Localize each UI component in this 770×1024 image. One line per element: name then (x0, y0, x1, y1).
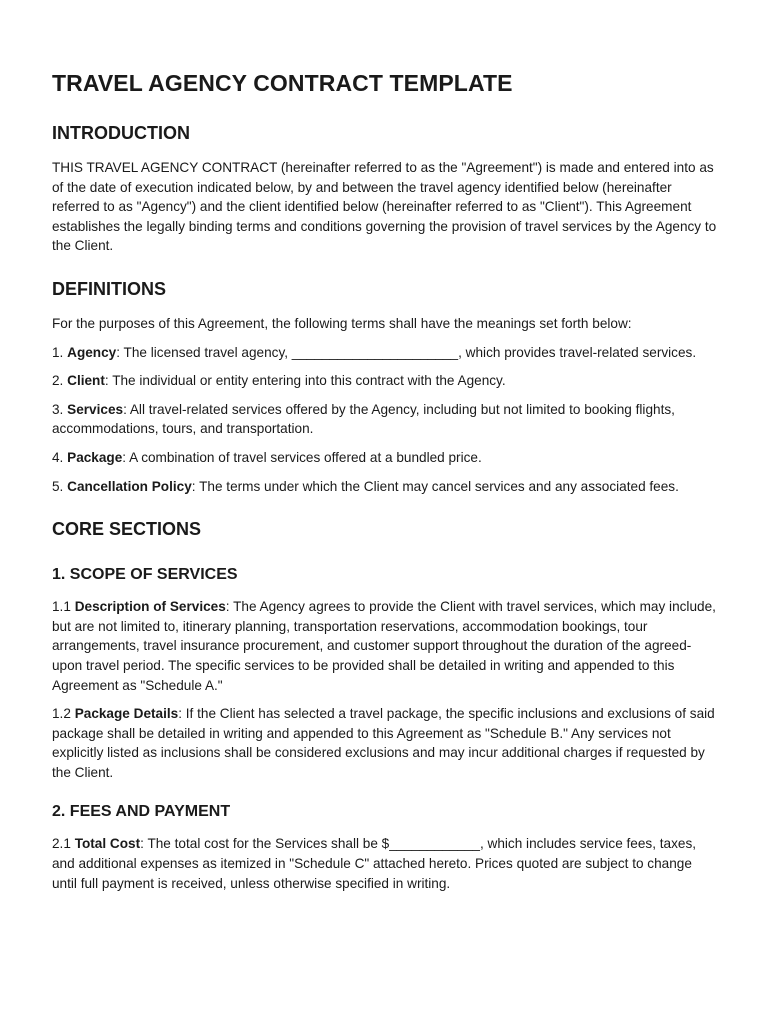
introduction-heading: INTRODUCTION (52, 123, 190, 143)
definition-item: 4. Package: A combination of travel services offered at a bundled price. (52, 449, 482, 465)
scope-of-services-heading: 1. SCOPE OF SERVICES (52, 566, 238, 584)
document-title: TRAVEL AGENCY CONTRACT TEMPLATE (52, 70, 513, 96)
definition-item: 1. Agency: The licensed travel agency, ______________________, which provides travel-related services. (52, 344, 697, 360)
definition-item: 3. Services: All travel-related services offered by the Agency, including but not limited to booking flights, accommodations, tours, and transportation. (52, 401, 675, 437)
clause-item: 1.2 Package Details: If the Client has selected a travel package, the specific inclusions and exclusions of said package shall be detailed in writing and appended to this Agreement as "Schedule B." Any services not explicitly listed as inclusions shall be considered exclusions and may incur additional charges if requested by the Client. (52, 706, 715, 780)
core-sections-heading: CORE SECTIONS (52, 519, 202, 540)
definitions-intro: For the purposes of this Agreement, the following terms shall have the meanings set forth below: (52, 315, 632, 331)
introduction-paragraph: THIS TRAVEL AGENCY CONTRACT (hereinafter referred to as the "Agreement") is made and entered into as of the date of execution indicated below, by and between the travel agency identified below (hereinafter referred to as "Agency") and the client identified below (hereinafter referred to as "Client"). This Agreement establishes the legally binding terms and conditions governing the provision of travel services by the Agency to the Client. (52, 160, 717, 254)
clause-item: 2.1 Total Cost: The total cost for the Services shall be $____________, which includes service fees, taxes, and additional expenses as itemized in "Schedule C" attached hereto. Prices quoted are subject to change until full payment is received, unless otherwise specified in writing. (52, 836, 697, 891)
definition-item: 5. Cancellation Policy: The terms under which the Client may cancel services and any associated fees. (52, 478, 679, 494)
fees-and-payment-heading: 2. FEES AND PAYMENT (52, 803, 231, 821)
definitions-heading: DEFINITIONS (52, 278, 167, 299)
clause-item: 1.1 Description of Services: The Agency agrees to provide the Client with travel services, which may include, but are not limited to, itinerary planning, transportation reservations, accommodation bookings, tour arrangements, travel insurance procurement, and customer support throughout the duration of the agreed-upon travel period. The specific services to be provided shall be detailed in writing and appended to this Agreement as "Schedule A." (52, 599, 716, 693)
definition-item: 2. Client: The individual or entity entering into this contract with the Agency. (52, 373, 506, 389)
